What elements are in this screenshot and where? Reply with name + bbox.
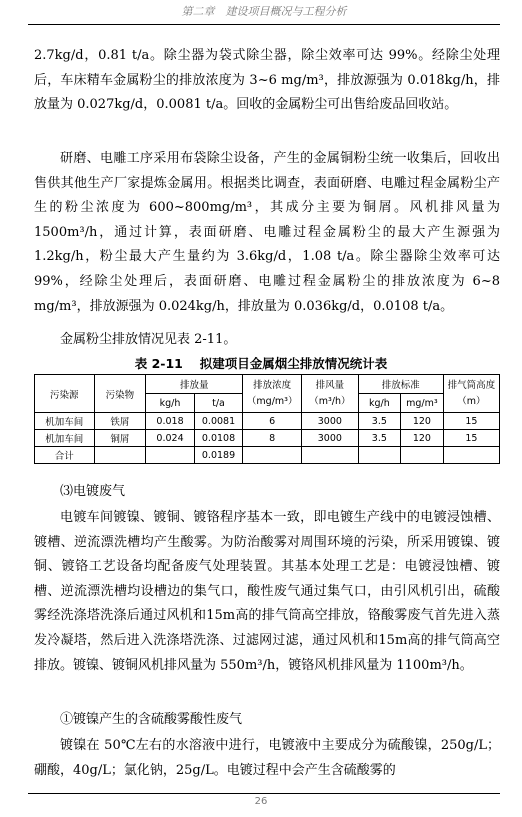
subheading-nickel: ①镀镍产生的含硫酸雾酸性废气 xyxy=(60,712,243,727)
header-t-a: t/a xyxy=(194,394,243,413)
table-title: 表 2-11 拟建项目金属烟尘排放情况统计表 xyxy=(134,356,388,371)
header-source: 污染源 xyxy=(35,375,95,413)
paragraph-electroplating: 电镀车间镀镍、镀铜、镀铬程序基本一致，即电镀生产线中的电镀浸蚀槽、镀槽、逆流漂洗槽均产生酸雾。为防治酸雾对周围环境的污染，所采用镀镍、镀铜、镀铬工艺设备均配备废气处理装置。其基本处理工艺是：电镀浸蚀槽、镀槽、逆流漂洗槽均设槽边的集气口，酸性废气通过集气口，由引风机引出，硫酸雾经洗涤塔洗涤后通过风机和15m高的排气筒高空排放，铬酸雾废气首先进入蒸发冷凝塔，然后进入洗涤塔洗涤、过滤网过滤，通过风机和15m高的排气筒高空排放。镀镍、镀铜风机排风量为 550m³/h，镀铬风机排风量为 1100m³/h。 xyxy=(34,510,500,673)
cell-stack-height: 15 xyxy=(443,430,499,447)
cell-source: 机加车间 xyxy=(35,413,95,430)
page-number: 26 xyxy=(254,796,268,807)
table-row xyxy=(35,430,500,447)
cell-empty xyxy=(243,447,302,464)
cell-stack-height: 15 xyxy=(443,413,499,430)
header-concentration: 排放浓度 （mg/m³） xyxy=(243,375,302,413)
cell-t-a: 0.0081 xyxy=(194,413,243,430)
cell-std-mg: 120 xyxy=(401,430,444,447)
header-kg-h: kg/h xyxy=(146,394,194,413)
header-emission: 排放量 xyxy=(146,375,243,394)
header-std-kg-h: kg/h xyxy=(358,394,400,413)
section-heading-electroplating: ⑶电镀废气 xyxy=(60,484,126,499)
cell-empty xyxy=(358,447,400,464)
header-stack-height: 排气筒高度（m） xyxy=(443,375,499,413)
cell-total-label: 合计 xyxy=(35,447,95,464)
cell-kg-h: 0.024 xyxy=(146,430,194,447)
header-standard: 排放标准 xyxy=(358,375,443,394)
cell-pollutant: 铁屑 xyxy=(94,413,146,430)
cell-airflow: 3000 xyxy=(302,413,359,430)
paragraph-grinding-dust: 研磨、电雕工序采用布袋除尘设备，产生的金属铜粉尘统一收集后，回收出售供其他生产厂家提炼金属用。根据类比调查，表面研磨、电雕过程金属粉尘产生的粉尘浓度为 600~800mg/m³，其成分主要为铜屑。风机排风量为 1500m³/h，通过计算，表面研磨、电雕过程金属粉尘的最大产生源强为 1.2kg/h，粉尘最大产生量约为 3.6kg/d，1.08 t/a。除尘器除尘效率可达 99%，经除尘处理后，表面研磨、电雕过程金属粉尘的排放浓度为 6~8 mg/m³，排放源强为 0.024kg/h，排放量为 0.036kg/d，0.0108 t/a。 xyxy=(34,151,500,314)
cell-airflow: 3000 xyxy=(302,430,359,447)
chapter-title: 第二章 建设项目概况与工程分析 xyxy=(181,5,347,18)
cell-empty xyxy=(94,447,146,464)
paragraph-nickel: 镀镍在 50℃左右的水溶液中进行，电镀液中主要成分为硫酸镍，250g/L；硼酸，40g/L；氯化钠，25g/L。电镀过程中会产生含硫酸雾的 xyxy=(34,738,500,778)
cell-empty xyxy=(401,447,444,464)
header-airflow: 排风量 （m³/h） xyxy=(302,375,359,413)
footer-divider xyxy=(28,793,500,794)
table-total-row xyxy=(35,447,500,464)
emission-table xyxy=(34,374,500,464)
paragraph-lathe-dust: 2.7kg/d，0.81 t/a。除尘器为袋式除尘器，除尘效率可达 99%。经除尘处理后，车床精车金属粉尘的排放浓度为 3~6 mg/m³，排放源强为 0.018kg/h，排放量为 0.027kg/d，0.0081 t/a。回收的金属粉尘可出售给废品回收站。 xyxy=(34,48,500,113)
cell-total-t-a: 0.0189 xyxy=(194,447,243,464)
page-header xyxy=(28,0,500,25)
cell-std-kg-h: 3.5 xyxy=(358,430,400,447)
cell-source: 机加车间 xyxy=(35,430,95,447)
cell-empty xyxy=(146,447,194,464)
paragraph-table-reference: 金属粉尘排放情况见表 2-11。 xyxy=(60,332,237,347)
header-pollutant: 污染物 xyxy=(94,375,146,413)
cell-pollutant: 铜屑 xyxy=(94,430,146,447)
cell-std-mg: 120 xyxy=(401,413,444,430)
cell-concentration: 8 xyxy=(243,430,302,447)
table-row xyxy=(35,413,500,430)
cell-kg-h: 0.018 xyxy=(146,413,194,430)
cell-t-a: 0.0108 xyxy=(194,430,243,447)
header-std-mg: mg/m³ xyxy=(401,394,444,413)
cell-empty xyxy=(302,447,359,464)
cell-empty xyxy=(443,447,499,464)
cell-std-kg-h: 3.5 xyxy=(358,413,400,430)
table-header-row xyxy=(35,375,500,394)
cell-concentration: 6 xyxy=(243,413,302,430)
